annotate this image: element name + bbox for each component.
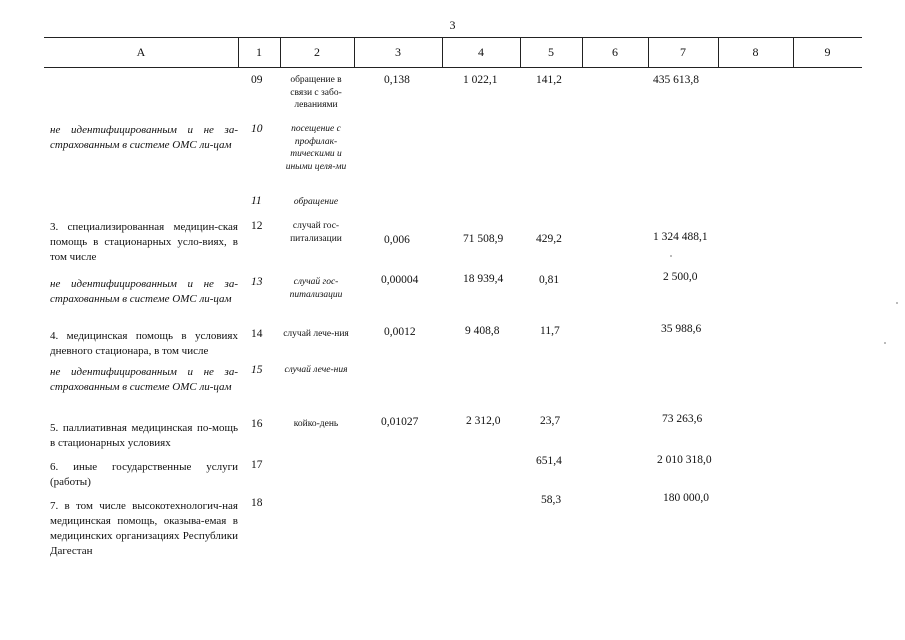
table-header-top-rule <box>44 37 862 38</box>
row-col-7: 73 263,6 <box>662 413 703 425</box>
row-description: 6. иные государственные услуги (работы) <box>50 461 238 488</box>
row-col-3: 0,01027 <box>381 416 419 428</box>
row-col-7: 2 500,0 <box>663 271 698 283</box>
header-col-6: 6 <box>612 45 618 59</box>
row-unit: койко-день <box>293 419 339 429</box>
row-col-3: 0,00004 <box>381 274 419 286</box>
row-code: 12 <box>251 220 263 232</box>
row-code: 09 <box>251 74 263 86</box>
row-code: 11 <box>251 195 262 207</box>
row-col-3: 0,0012 <box>384 326 416 338</box>
scan-speck <box>670 255 672 257</box>
header-col-5: 5 <box>548 45 554 59</box>
row-col-4: 71 508,9 <box>463 233 504 245</box>
row-description: 5. паллиативная медицинская по-мощь в стационарных условиях <box>50 422 238 449</box>
header-col-2: 2 <box>314 45 320 59</box>
row-description: 4. медицинская помощь в условиях дневного стационара, в том числе <box>50 330 238 357</box>
row-code: 16 <box>251 418 263 430</box>
row-col-7: 2 010 318,0 <box>657 454 712 466</box>
header-col-8: 8 <box>752 45 759 59</box>
row-code: 13 <box>251 276 263 288</box>
row-description: не идентифицированным и не за-страхованным в системе ОМС ли-цам <box>50 278 238 305</box>
row-col-3: 0,006 <box>384 234 410 246</box>
row-unit: случай гос-питализации <box>290 221 342 244</box>
row-code: 18 <box>251 497 263 509</box>
header-col-3: 3 <box>395 45 401 59</box>
row-unit: посещение с профилак-тическими и иными целя-ми <box>285 124 347 172</box>
row-col-5: 11,7 <box>540 325 560 337</box>
row-description: 7. в том числе высокотехнологич-ная медицинская помощь, оказыва-емая в медицинских организациях Республики Дагестан <box>50 500 238 557</box>
row-col-4: 18 939,4 <box>463 273 504 285</box>
page-number: 3 <box>449 18 456 32</box>
row-col-7: 35 988,6 <box>661 323 702 335</box>
scan-speck <box>896 302 898 304</box>
row-unit: случай лече-ния <box>284 365 348 375</box>
row-unit: обращение в связи с забо-леваниями <box>290 75 342 110</box>
row-col-4: 2 312,0 <box>466 415 501 427</box>
row-code: 10 <box>251 123 263 135</box>
row-code: 15 <box>251 364 263 376</box>
row-code: 17 <box>251 459 263 471</box>
row-col-5: 0,81 <box>539 274 560 286</box>
header-col-4: 4 <box>478 45 484 59</box>
row-description: 3. специализированная медицин-ская помощь в стационарных усло-виях, в том числе <box>50 221 238 263</box>
row-unit: случай лече-ния <box>283 329 349 339</box>
row-unit: обращение <box>293 197 339 207</box>
row-col-4: 1 022,1 <box>463 74 498 86</box>
row-col-7: 1 324 488,1 <box>653 231 708 243</box>
row-col-5: 58,3 <box>541 494 562 506</box>
header-col-7: 7 <box>680 45 686 59</box>
row-col-5: 429,2 <box>536 233 562 245</box>
row-unit: случай гос-питализации <box>289 277 343 300</box>
row-col-5: 23,7 <box>540 415 561 427</box>
scan-speck <box>884 342 886 344</box>
row-col-3: 0,138 <box>384 74 410 86</box>
row-description: не идентифицированным и не за-страхованным в системе ОМС ли-цам <box>50 124 238 151</box>
header-col-9: 9 <box>824 45 831 59</box>
row-code: 14 <box>251 328 263 340</box>
row-col-5: 651,4 <box>536 455 562 467</box>
table-header-bottom-rule <box>44 67 862 68</box>
header-col-a: А <box>136 45 146 59</box>
header-col-1: 1 <box>256 45 262 59</box>
row-col-7: 435 613,8 <box>653 74 699 86</box>
row-description: не идентифицированным и не за-страхованным в системе ОМС ли-цам <box>50 366 238 393</box>
row-col-7: 180 000,0 <box>663 492 709 504</box>
row-col-5: 141,2 <box>536 74 562 86</box>
row-col-4: 9 408,8 <box>465 325 500 337</box>
